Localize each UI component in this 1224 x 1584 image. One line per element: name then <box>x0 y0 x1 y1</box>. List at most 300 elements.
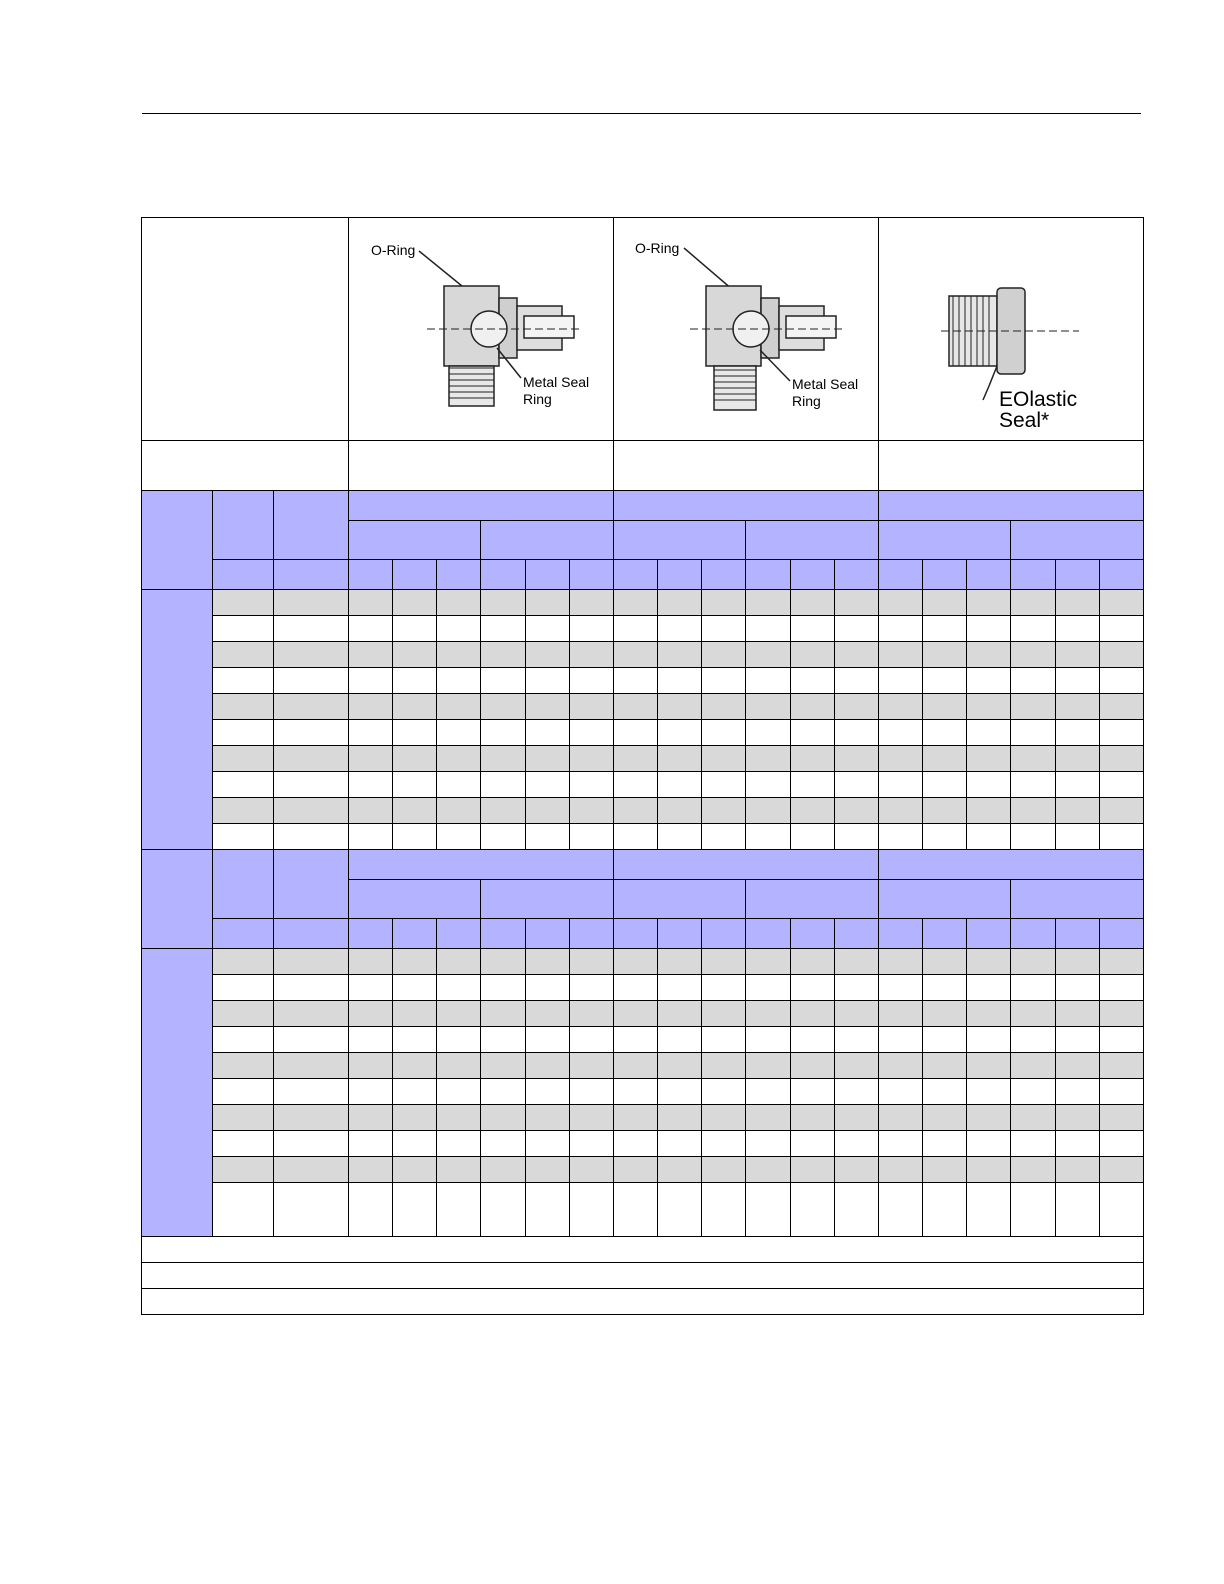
value-cell <box>393 1079 437 1105</box>
value-cell <box>746 949 790 975</box>
value-cell <box>923 1053 967 1079</box>
value-cell <box>658 949 702 975</box>
value-cell <box>1099 1131 1143 1157</box>
value-cell <box>879 1183 923 1237</box>
thread-cell <box>274 798 349 824</box>
value-cell <box>1011 616 1055 642</box>
value-cell <box>1099 668 1143 694</box>
value-cell <box>481 1027 525 1053</box>
value-cell <box>923 798 967 824</box>
value-cell <box>923 975 967 1001</box>
value-cell <box>967 694 1011 720</box>
value-cell <box>1011 1157 1055 1183</box>
value-cell <box>349 1157 393 1183</box>
note-cell <box>142 1237 1144 1263</box>
value-cell <box>569 642 613 668</box>
value-cell <box>525 772 569 798</box>
table-row <box>142 1053 1144 1079</box>
value-cell <box>702 772 746 798</box>
value-cell <box>702 720 746 746</box>
thread-cell <box>274 975 349 1001</box>
units-cell <box>658 919 702 949</box>
value-cell <box>879 746 923 772</box>
thread-cell <box>274 1079 349 1105</box>
value-cell <box>790 1053 834 1079</box>
value-cell <box>1099 694 1143 720</box>
value-cell <box>1055 746 1099 772</box>
value-cell <box>481 1053 525 1079</box>
value-cell <box>1099 1183 1143 1237</box>
value-cell <box>349 1027 393 1053</box>
value-cell <box>349 694 393 720</box>
value-cell <box>879 772 923 798</box>
value-cell <box>614 720 658 746</box>
value-cell <box>834 616 878 642</box>
table-row <box>142 1183 1144 1237</box>
subgroup-header-cell <box>614 880 746 919</box>
value-cell <box>569 1053 613 1079</box>
value-cell <box>569 1157 613 1183</box>
size-cell <box>213 746 274 772</box>
value-cell <box>437 616 481 642</box>
value-cell <box>481 1183 525 1237</box>
value-cell <box>790 616 834 642</box>
value-cell <box>1055 1157 1099 1183</box>
value-cell <box>614 1131 658 1157</box>
units-cell <box>481 560 525 590</box>
table-row <box>142 616 1144 642</box>
value-cell <box>393 798 437 824</box>
value-cell <box>834 975 878 1001</box>
value-cell <box>481 1001 525 1027</box>
value-cell <box>525 1001 569 1027</box>
size-cell <box>213 668 274 694</box>
value-cell <box>393 668 437 694</box>
size-cell <box>213 694 274 720</box>
elastic-seal-label: EOlastic <box>999 388 1078 411</box>
value-cell <box>1055 1001 1099 1027</box>
value-cell <box>702 975 746 1001</box>
value-cell <box>393 824 437 850</box>
units-cell <box>746 560 790 590</box>
subgroup-header-cell <box>614 521 746 560</box>
value-cell <box>834 1053 878 1079</box>
value-cell <box>879 1079 923 1105</box>
table-row <box>142 975 1144 1001</box>
label-cell <box>142 441 349 491</box>
value-cell <box>790 1027 834 1053</box>
value-cell <box>1055 668 1099 694</box>
value-cell <box>481 1105 525 1131</box>
value-cell <box>834 824 878 850</box>
value-cell <box>393 1183 437 1237</box>
value-cell <box>437 1079 481 1105</box>
value-cell <box>437 1105 481 1131</box>
value-cell <box>1011 720 1055 746</box>
value-cell <box>437 1157 481 1183</box>
value-cell <box>879 798 923 824</box>
size-cell <box>213 720 274 746</box>
value-cell <box>614 616 658 642</box>
value-cell <box>658 746 702 772</box>
subgroup-header-cell <box>879 521 1011 560</box>
value-cell <box>746 1001 790 1027</box>
value-cell <box>658 1053 702 1079</box>
value-cell <box>658 1027 702 1053</box>
group-header-cell <box>614 850 879 880</box>
value-cell <box>702 668 746 694</box>
value-cell <box>746 668 790 694</box>
metal-seal-label: Metal Seal <box>792 376 859 392</box>
value-cell <box>746 590 790 616</box>
value-cell <box>481 975 525 1001</box>
value-cell <box>790 642 834 668</box>
value-cell <box>790 772 834 798</box>
size-cell <box>213 1027 274 1053</box>
value-cell <box>1099 1105 1143 1131</box>
value-cell <box>834 1131 878 1157</box>
units-cell <box>213 560 274 590</box>
value-cell <box>1011 1053 1055 1079</box>
value-cell <box>569 616 613 642</box>
metal-seal-ring-label: Ring <box>523 391 552 407</box>
value-cell <box>967 1157 1011 1183</box>
size-header-cell <box>213 850 274 919</box>
value-cell <box>923 772 967 798</box>
value-cell <box>967 746 1011 772</box>
value-cell <box>702 694 746 720</box>
value-cell <box>967 1053 1011 1079</box>
value-cell <box>702 798 746 824</box>
value-cell <box>1099 1053 1143 1079</box>
value-cell <box>746 975 790 1001</box>
value-cell <box>1011 1183 1055 1237</box>
value-cell <box>1055 616 1099 642</box>
value-cell <box>569 668 613 694</box>
value-cell <box>569 824 613 850</box>
value-cell <box>1011 746 1055 772</box>
units-cell <box>879 560 923 590</box>
value-cell <box>1011 975 1055 1001</box>
value-cell <box>569 1001 613 1027</box>
value-cell <box>525 694 569 720</box>
value-cell <box>481 1131 525 1157</box>
group-header-cell <box>614 491 879 521</box>
value-cell <box>923 694 967 720</box>
value-cell <box>393 694 437 720</box>
size-cell <box>213 1183 274 1237</box>
units-cell <box>923 919 967 949</box>
value-cell <box>569 1079 613 1105</box>
value-cell <box>790 1105 834 1131</box>
value-cell <box>834 1027 878 1053</box>
value-cell <box>967 1105 1011 1131</box>
value-cell <box>746 1131 790 1157</box>
value-cell <box>1055 975 1099 1001</box>
value-cell <box>834 590 878 616</box>
value-cell <box>481 746 525 772</box>
value-cell <box>481 1079 525 1105</box>
value-cell <box>923 949 967 975</box>
value-cell <box>790 975 834 1001</box>
thread-cell <box>274 642 349 668</box>
value-cell <box>525 1157 569 1183</box>
value-cell <box>349 824 393 850</box>
value-cell <box>569 949 613 975</box>
value-cell <box>1099 949 1143 975</box>
value-cell <box>967 824 1011 850</box>
value-cell <box>1011 1105 1055 1131</box>
value-cell <box>437 798 481 824</box>
value-cell <box>879 668 923 694</box>
value-cell <box>702 1079 746 1105</box>
value-cell <box>349 642 393 668</box>
value-cell <box>746 824 790 850</box>
value-cell <box>569 975 613 1001</box>
value-cell <box>879 1027 923 1053</box>
table-row <box>142 824 1144 850</box>
value-cell <box>1011 1079 1055 1105</box>
value-cell <box>923 1027 967 1053</box>
value-cell <box>614 1105 658 1131</box>
value-cell <box>1055 949 1099 975</box>
value-cell <box>1099 798 1143 824</box>
value-cell <box>349 975 393 1001</box>
value-cell <box>1055 590 1099 616</box>
value-cell <box>790 1183 834 1237</box>
value-cell <box>923 642 967 668</box>
value-cell <box>349 1053 393 1079</box>
value-cell <box>834 949 878 975</box>
value-cell <box>393 1001 437 1027</box>
value-cell <box>614 1053 658 1079</box>
subgroup-header-cell <box>746 521 879 560</box>
figure-cell-1 <box>349 218 614 441</box>
section-header-row <box>142 850 1144 880</box>
size-cell <box>213 1157 274 1183</box>
value-cell <box>790 1079 834 1105</box>
value-cell <box>481 824 525 850</box>
units-cell <box>790 560 834 590</box>
value-cell <box>702 1053 746 1079</box>
value-cell <box>790 590 834 616</box>
value-cell <box>923 1183 967 1237</box>
value-cell <box>658 1183 702 1237</box>
figure-cell-2 <box>614 218 879 441</box>
value-cell <box>746 1053 790 1079</box>
units-cell <box>213 919 274 949</box>
value-cell <box>834 1001 878 1027</box>
value-cell <box>1055 1183 1099 1237</box>
value-cell <box>481 720 525 746</box>
units-cell <box>834 919 878 949</box>
value-cell <box>614 772 658 798</box>
value-cell <box>790 694 834 720</box>
value-cell <box>437 694 481 720</box>
value-cell <box>525 668 569 694</box>
value-cell <box>437 824 481 850</box>
value-cell <box>349 1079 393 1105</box>
units-cell <box>614 560 658 590</box>
value-cell <box>746 1183 790 1237</box>
value-cell <box>879 949 923 975</box>
value-cell <box>746 746 790 772</box>
value-cell <box>1055 720 1099 746</box>
value-cell <box>525 1053 569 1079</box>
value-cell <box>1099 642 1143 668</box>
table-row <box>142 1079 1144 1105</box>
figure-cell-3 <box>879 218 1144 441</box>
group-label-cell <box>142 949 213 1237</box>
value-cell <box>790 720 834 746</box>
value-cell <box>658 824 702 850</box>
value-cell <box>1055 798 1099 824</box>
note-row <box>142 1289 1144 1315</box>
value-cell <box>967 1079 1011 1105</box>
value-cell <box>349 668 393 694</box>
units-cell <box>658 560 702 590</box>
value-cell <box>658 1001 702 1027</box>
value-cell <box>1011 590 1055 616</box>
value-cell <box>349 1001 393 1027</box>
value-cell <box>1099 824 1143 850</box>
value-cell <box>481 642 525 668</box>
value-cell <box>614 949 658 975</box>
value-cell <box>879 1001 923 1027</box>
value-cell <box>746 1079 790 1105</box>
elbow-fitting-drawing-1 <box>349 218 613 440</box>
value-cell <box>481 590 525 616</box>
value-cell <box>923 1105 967 1131</box>
value-cell <box>481 668 525 694</box>
thread-cell <box>274 616 349 642</box>
size-header-cell <box>213 491 274 560</box>
value-cell <box>1011 1131 1055 1157</box>
value-cell <box>349 949 393 975</box>
value-cell <box>790 1001 834 1027</box>
table-row <box>142 590 1144 616</box>
value-cell <box>834 694 878 720</box>
note-cell <box>142 1289 1144 1315</box>
value-cell <box>790 824 834 850</box>
value-cell <box>569 1105 613 1131</box>
value-cell <box>746 1105 790 1131</box>
metal-seal-label: Metal Seal <box>523 374 590 390</box>
units-cell <box>834 560 878 590</box>
value-cell <box>393 720 437 746</box>
value-cell <box>746 772 790 798</box>
value-cell <box>525 1131 569 1157</box>
size-cell <box>213 1131 274 1157</box>
metal-seal-ring-label: Ring <box>792 393 821 409</box>
value-cell <box>879 1157 923 1183</box>
elastic-seal-asterisk-label: Seal* <box>999 409 1050 432</box>
value-cell <box>834 772 878 798</box>
note-row <box>142 1237 1144 1263</box>
value-cell <box>967 1183 1011 1237</box>
value-cell <box>1099 590 1143 616</box>
value-cell <box>1099 720 1143 746</box>
value-cell <box>437 1183 481 1237</box>
value-cell <box>437 720 481 746</box>
subgroup-header-cell <box>481 521 614 560</box>
caption-cell-3 <box>879 441 1144 491</box>
value-cell <box>746 1157 790 1183</box>
value-cell <box>1099 975 1143 1001</box>
value-cell <box>658 1079 702 1105</box>
plug-drawing <box>879 218 1143 440</box>
oring-label: O-Ring <box>371 242 416 258</box>
value-cell <box>437 642 481 668</box>
value-cell <box>746 798 790 824</box>
value-cell <box>923 720 967 746</box>
table-row <box>142 798 1144 824</box>
units-cell <box>481 919 525 949</box>
units-cell <box>525 919 569 949</box>
value-cell <box>437 1001 481 1027</box>
thread-cell <box>274 694 349 720</box>
value-cell <box>614 1183 658 1237</box>
value-cell <box>525 590 569 616</box>
group-header-cell <box>349 491 614 521</box>
subgroup-header-cell <box>1011 880 1144 919</box>
table-row <box>142 949 1144 975</box>
value-cell <box>658 720 702 746</box>
section-units-row <box>142 560 1144 590</box>
thread-cell <box>274 1027 349 1053</box>
value-cell <box>614 975 658 1001</box>
value-cell <box>1011 1027 1055 1053</box>
value-cell <box>569 590 613 616</box>
value-cell <box>437 668 481 694</box>
value-cell <box>437 1131 481 1157</box>
corner-cell <box>142 218 349 441</box>
value-cell <box>437 772 481 798</box>
subgroup-header-cell <box>349 521 481 560</box>
size-cell <box>213 772 274 798</box>
section-label-cell <box>142 850 213 949</box>
size-cell <box>213 590 274 616</box>
value-cell <box>614 1001 658 1027</box>
value-cell <box>481 772 525 798</box>
header-rule <box>142 113 1141 114</box>
table-row <box>142 772 1144 798</box>
value-cell <box>967 975 1011 1001</box>
value-cell <box>614 1079 658 1105</box>
value-cell <box>879 616 923 642</box>
units-cell <box>879 919 923 949</box>
value-cell <box>702 1105 746 1131</box>
value-cell <box>1011 824 1055 850</box>
value-cell <box>702 1131 746 1157</box>
table-row <box>142 720 1144 746</box>
thread-header-cell <box>274 491 349 560</box>
subgroup-header-cell <box>481 880 614 919</box>
value-cell <box>349 746 393 772</box>
value-cell <box>393 1157 437 1183</box>
units-cell <box>614 919 658 949</box>
units-cell <box>790 919 834 949</box>
units-cell <box>1011 919 1055 949</box>
value-cell <box>569 720 613 746</box>
value-cell <box>879 1131 923 1157</box>
value-cell <box>569 772 613 798</box>
value-cell <box>1011 694 1055 720</box>
value-cell <box>1011 798 1055 824</box>
value-cell <box>702 1157 746 1183</box>
value-cell <box>879 642 923 668</box>
value-cell <box>393 616 437 642</box>
